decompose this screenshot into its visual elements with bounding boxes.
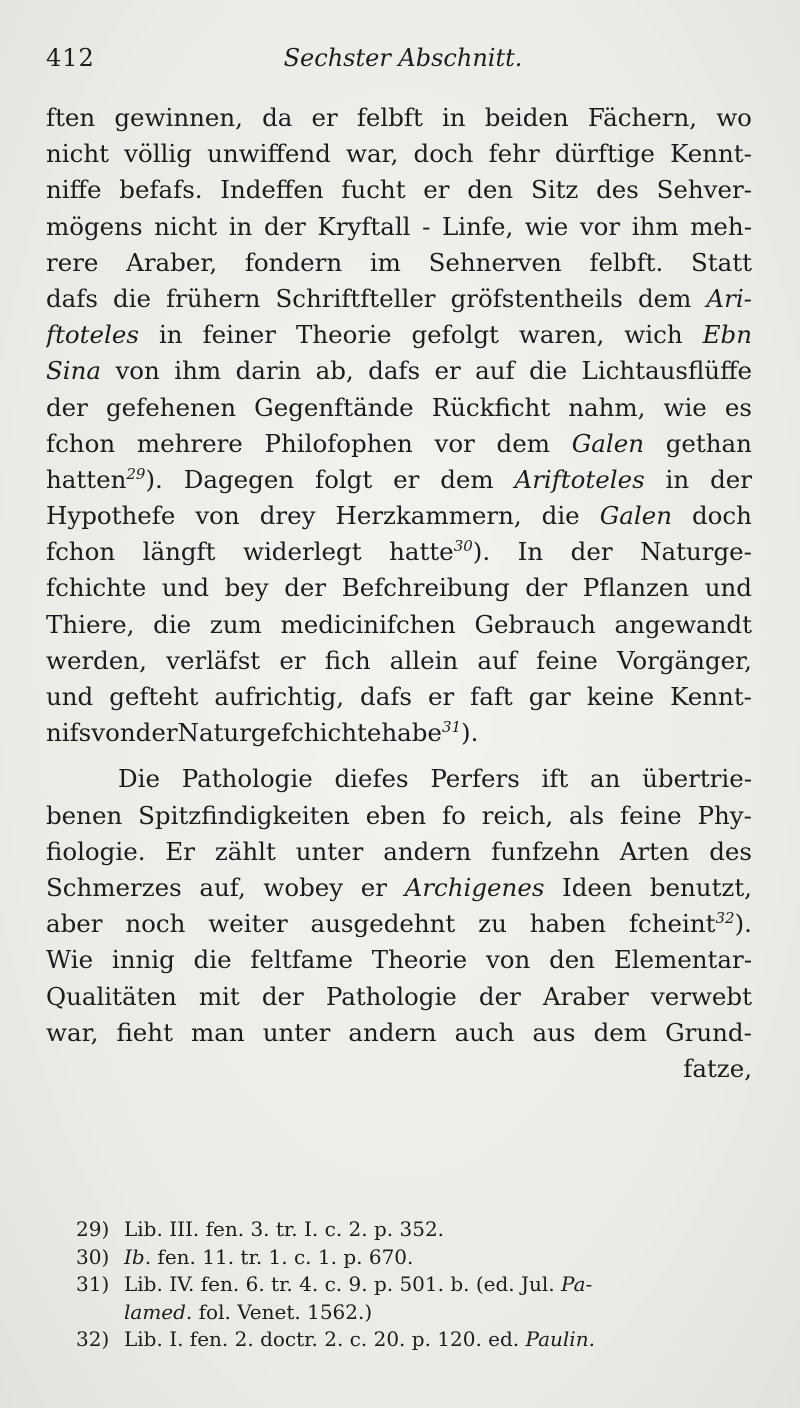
footnote [76, 1216, 756, 1244]
word: fehr [488, 139, 540, 169]
word: fondern [244, 247, 343, 277]
word: innig [111, 945, 175, 975]
word: in [665, 464, 690, 494]
word: doch [691, 501, 752, 531]
text-line [46, 834, 752, 870]
word: Theorie [371, 945, 468, 975]
text-line [46, 209, 752, 245]
word: war, [345, 139, 399, 169]
word: Wie [46, 945, 94, 975]
word: völlig [124, 139, 192, 169]
word: Galen [599, 501, 672, 531]
word: Arten [619, 836, 690, 866]
word: feltfame [250, 945, 353, 975]
text-line [46, 979, 752, 1015]
word: auch [454, 1017, 515, 1047]
word: Pathologie [325, 981, 457, 1011]
word: gefteht [109, 682, 199, 711]
text-line [46, 798, 752, 834]
word: er [423, 175, 450, 205]
footnote-ref[interactable]: 32 [715, 908, 735, 927]
word: Er [165, 836, 195, 866]
word: fcheint$^{32}$). [628, 908, 752, 939]
word: in [441, 103, 466, 132]
word: Naturge- [640, 537, 752, 567]
word: Rückficht [431, 392, 551, 422]
word: aber [46, 909, 103, 939]
text-line [46, 534, 752, 570]
word: gethan [665, 428, 752, 458]
word: ab, [315, 356, 354, 386]
word: längft [142, 537, 216, 567]
word: faft [470, 682, 513, 711]
word: allein [389, 645, 459, 675]
word: drey [259, 501, 316, 531]
word: benutzt, [649, 872, 752, 902]
word: von [115, 356, 160, 386]
paragraph-gap [46, 751, 752, 761]
word: gar [528, 682, 571, 711]
word: von [195, 501, 240, 531]
word: Sitz [530, 175, 579, 205]
word: fo [442, 800, 466, 830]
word: dafs [368, 356, 421, 386]
page-header [46, 40, 760, 80]
word: benen [46, 800, 123, 830]
word: er [434, 356, 461, 386]
word: wich [624, 320, 683, 350]
word: er [311, 103, 338, 132]
word: die [529, 356, 568, 386]
word: und [46, 682, 94, 711]
text-line [46, 1051, 752, 1087]
footnote-ref[interactable]: 31 [441, 718, 462, 737]
word: Indeffen [220, 175, 324, 205]
word: nicht [46, 139, 109, 169]
text-line [46, 462, 752, 498]
word: Galen [571, 428, 644, 458]
word: Grund- [665, 1017, 752, 1047]
word: die [541, 501, 580, 531]
word: felbft. [589, 247, 664, 277]
word: wo [716, 103, 752, 132]
word: feine [619, 800, 682, 830]
word: dafs [360, 682, 412, 711]
word: Sina [46, 356, 102, 386]
word: Gegenftände [254, 392, 414, 422]
word: der [46, 392, 88, 422]
word: noch [125, 909, 186, 939]
word: nahm, [568, 392, 646, 422]
word: meh- [690, 211, 752, 241]
word: folgt [315, 464, 373, 494]
word: die [193, 945, 232, 975]
text-line [46, 715, 752, 751]
word: gröfstentheils [450, 283, 623, 313]
word: funfzehn [491, 836, 600, 866]
word: Linfe, [442, 211, 514, 241]
footnote-text: Lib. I. fen. 2. doctr. 2. c. 20. p. 120. ed. Paulin. [124, 1327, 595, 1351]
word: den [549, 945, 596, 975]
footnote-continuation: lamed. fol. Venet. 1562.) [124, 1299, 373, 1324]
word: da [262, 103, 293, 132]
word: fchon [46, 537, 116, 567]
word: Ideen [562, 872, 633, 902]
word: Schriftfteller [275, 283, 436, 313]
word: Elementar- [613, 945, 752, 975]
word: Ariftoteles [514, 464, 645, 494]
word: fieht [116, 1017, 173, 1047]
word: wobey [263, 872, 344, 902]
footnote [76, 1244, 756, 1272]
word: Kennt- [670, 682, 752, 711]
word: verläfst [166, 645, 261, 675]
word: Archigenes [404, 872, 545, 902]
word: auf [475, 356, 515, 386]
page-number: 412 [46, 44, 95, 72]
text-line [46, 570, 752, 606]
word: Kennt- [670, 139, 752, 169]
footnote-text: Lib. IV. fen. 6. tr. 4. c. 9. p. 501. b. (ed. Jul. Pa- [124, 1272, 593, 1296]
word: im [369, 247, 401, 277]
word: befafs. [119, 175, 203, 205]
word: reich, [481, 800, 554, 830]
word: ift [541, 764, 569, 794]
word: rere [46, 247, 99, 277]
word: der [570, 537, 613, 567]
word: es [724, 392, 752, 422]
word: ften [46, 103, 96, 132]
word: mit [198, 981, 240, 1011]
word: widerlegt [243, 537, 362, 567]
word: der [710, 464, 752, 494]
word: Hypothefe [46, 501, 176, 531]
text-line [46, 498, 752, 534]
word: darin [235, 356, 302, 386]
word: der [284, 573, 327, 603]
word: auf [477, 645, 517, 675]
text-line [46, 317, 752, 353]
word: Kryftall [317, 211, 411, 241]
word: nifs [46, 718, 92, 748]
running-head: Sechster Abschnitt. [283, 44, 523, 72]
text-line [46, 906, 752, 942]
word: waren, [518, 320, 605, 350]
word: Vorgänger, [616, 645, 752, 675]
word: habe$^{31}$). [381, 718, 479, 748]
word: die [153, 609, 192, 639]
text-line [46, 761, 752, 797]
footnote-ref[interactable]: 29 [126, 464, 146, 483]
word: haben [529, 909, 607, 939]
word: er [360, 872, 387, 902]
text-line [46, 643, 752, 679]
word: des [709, 836, 752, 866]
word: Dagegen [183, 464, 295, 494]
word: fatze, [683, 1053, 752, 1083]
word: gefolgt [411, 320, 499, 350]
word: eben [365, 800, 427, 830]
word: Perfers [430, 764, 520, 794]
main-text [46, 100, 752, 1087]
word: aufrichtig, [214, 682, 345, 711]
word: Araber [542, 981, 629, 1011]
word: wie [663, 392, 707, 422]
word: Sehver- [656, 175, 752, 205]
footnote [76, 1271, 756, 1299]
word: Statt [690, 247, 752, 277]
word: Phy- [697, 800, 752, 830]
word: unwiffend [207, 139, 331, 169]
text-line [46, 870, 752, 906]
word: dafs [46, 283, 98, 313]
text-line [46, 245, 752, 281]
word: fiologie. [46, 836, 146, 866]
word: in [228, 211, 253, 241]
word: fchichte [46, 573, 147, 603]
word: der [261, 981, 304, 1011]
word: hatten$^{29}$). [46, 464, 163, 494]
word: dem [496, 428, 550, 458]
word: nicht [154, 211, 218, 241]
footnote-number: 29) [76, 1217, 110, 1241]
word: Theorie [296, 320, 392, 350]
footnote-number: 32) [76, 1327, 110, 1351]
word: zu [478, 909, 507, 939]
word: werden, [46, 645, 147, 675]
word: dem [440, 464, 494, 494]
word: der [135, 718, 178, 748]
word: er [279, 645, 306, 675]
word: andern [348, 1017, 437, 1047]
word: dem [637, 283, 692, 313]
text-line [46, 679, 752, 715]
word: Sehnerven [428, 247, 562, 277]
word: gewinnen, [114, 103, 243, 132]
word: Spitzfindigkeiten [138, 800, 350, 830]
word: feine [536, 645, 598, 675]
word: übertrie- [642, 764, 752, 794]
word: dürftige [554, 139, 655, 169]
word: Naturgefchichte [177, 718, 382, 748]
word: Philofophen [264, 428, 413, 458]
word: der [478, 981, 521, 1011]
word: dem [593, 1017, 647, 1047]
footnotes [76, 1216, 756, 1354]
text-line [46, 607, 752, 643]
word: vor [579, 211, 621, 241]
footnote-text: Ib. fen. 11. tr. 1. c. 1. p. 670. [124, 1244, 414, 1269]
word: fucht [341, 175, 406, 205]
word: Ari- [706, 283, 752, 313]
word: beiden [484, 103, 569, 132]
word: hatte$^{30}$). [389, 537, 491, 567]
word: den [467, 175, 514, 205]
word: ftoteles [46, 320, 139, 350]
word: Herzkammern, [335, 501, 522, 531]
footnote-text: Lib. III. fen. 3. tr. I. c. 2. p. 352. [124, 1217, 445, 1241]
word: aus [532, 1017, 576, 1047]
word: der [263, 211, 306, 241]
word: von [485, 945, 531, 975]
word: mögens [46, 211, 143, 241]
word: Qualitäten [46, 981, 177, 1011]
word: die [113, 283, 152, 313]
text-line [46, 390, 752, 426]
word: Ebn [702, 320, 752, 350]
word: weiter [208, 909, 288, 939]
text-line [46, 136, 752, 172]
word: mehrere [136, 428, 243, 458]
word: Die [118, 764, 160, 794]
word: Fächern, [587, 103, 698, 132]
word: fich [324, 645, 371, 675]
text-line [46, 100, 752, 136]
footnote-number: 30) [76, 1244, 110, 1269]
word: an [590, 764, 621, 794]
word: und [704, 573, 752, 603]
word: Befchreibung [341, 573, 510, 603]
word: Pflanzen [582, 573, 690, 603]
word: ihm [631, 211, 679, 241]
word: Pathologie [181, 764, 313, 794]
word: feiner [202, 320, 277, 350]
word: - [422, 211, 431, 241]
word: als [569, 800, 605, 830]
footnote-ref[interactable]: 30 [453, 537, 473, 556]
word: ausgedehnt [310, 909, 456, 939]
word: medicinifchen [280, 609, 456, 639]
word: keine [586, 682, 655, 711]
text-line [46, 942, 752, 978]
word: unter [295, 836, 364, 866]
text-line [46, 172, 752, 208]
word: verwebt [650, 981, 752, 1011]
word: auf, [199, 872, 246, 902]
footnote-number: 31) [76, 1272, 110, 1296]
text-line [46, 426, 752, 462]
word: ihm [174, 356, 222, 386]
word: Schmerzes [46, 872, 182, 902]
word: unter [262, 1017, 331, 1047]
word: der [525, 573, 568, 603]
word: Gebrauch [474, 609, 596, 639]
word: man [191, 1017, 245, 1047]
text-line [46, 353, 752, 389]
text-line [46, 281, 752, 317]
word: wie [524, 211, 569, 241]
word: er [393, 464, 420, 494]
word: zählt [214, 836, 276, 866]
word: diefes [334, 764, 409, 794]
word: war, [46, 1017, 99, 1047]
word: gefehenen [105, 392, 237, 422]
word: vor [434, 428, 475, 458]
word: fchon [46, 428, 116, 458]
word: In [517, 537, 544, 567]
word: frühern [166, 283, 261, 313]
word: niffe [46, 175, 102, 205]
word: und [161, 573, 210, 603]
word: von [91, 718, 136, 748]
footnote [76, 1326, 756, 1354]
word: zum [209, 609, 262, 639]
word: des [596, 175, 639, 205]
word: angewandt [614, 609, 752, 639]
word: felbft [356, 103, 423, 132]
word: bey [224, 573, 269, 603]
word: Lichtausflüffe [581, 356, 752, 386]
text-line [46, 1015, 752, 1051]
word: in [158, 320, 183, 350]
word: doch [413, 139, 474, 169]
word: andern [383, 836, 472, 866]
word: Araber, [126, 247, 218, 277]
word: er [427, 682, 455, 711]
word: Thiere, [46, 609, 135, 639]
